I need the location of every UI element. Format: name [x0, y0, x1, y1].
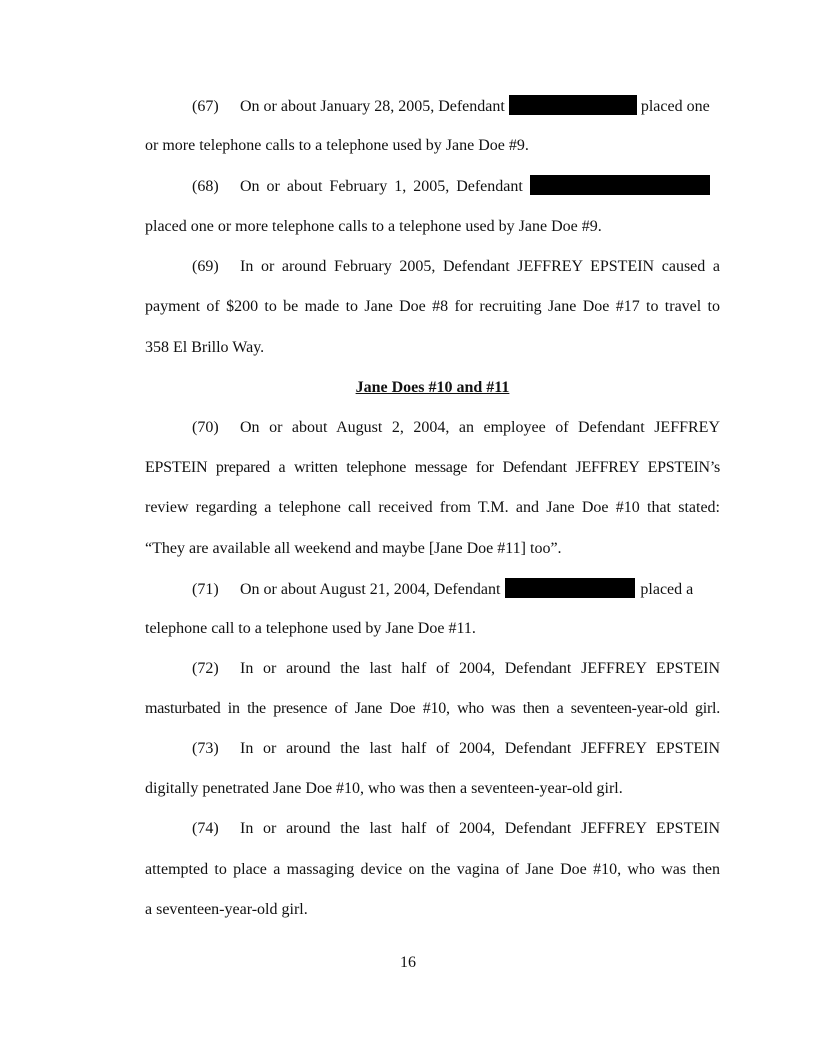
paragraph-number: (68) — [192, 178, 219, 195]
paragraph-text: In or around the last half of 2004, Defendant JEFFREY EPSTEIN — [240, 820, 720, 837]
paragraph-73-line-2: digitally penetrated Jane Doe #10, who was then a seventeen-year-old girl. — [145, 780, 623, 797]
paragraph-74-line-3: a seventeen-year-old girl. — [145, 901, 308, 918]
paragraph-74-line-2: attempted to place a massaging device on the vagina of Jane Doe #10, who was then — [145, 861, 720, 878]
paragraph-70-line-4: “They are available all weekend and maybe [Jane Doe #11] too”. — [145, 540, 562, 557]
redaction-bar — [505, 578, 635, 598]
paragraph-69-line-1 — [192, 256, 720, 278]
paragraph-67-line-2: or more telephone calls to a telephone used by Jane Doe #9. — [145, 137, 529, 154]
paragraph-text: In or around the last half of 2004, Defendant JEFFREY EPSTEIN — [240, 660, 720, 677]
paragraph-70-line-3: review regarding a telephone call received from T.M. and Jane Doe #10 that stated: — [145, 499, 720, 516]
redaction-bar — [509, 95, 637, 115]
paragraph-text: On or about August 2, 2004, an employee of Defendant JEFFREY — [240, 419, 720, 436]
redaction-bar — [530, 175, 710, 195]
paragraph-number: (67) — [192, 98, 219, 115]
paragraph-text: placed a — [640, 581, 694, 598]
paragraph-text: In or around the last half of 2004, Defendant JEFFREY EPSTEIN — [240, 740, 720, 757]
paragraph-69-line-2: payment of $200 to be made to Jane Doe #8 for recruiting Jane Doe #17 to travel to — [145, 298, 720, 315]
paragraph-text: In or around February 2005, Defendant JEFFREY EPSTEIN caused a — [240, 258, 720, 275]
paragraph-72-line-2: masturbated in the presence of Jane Doe #10, who was then a seventeen-year-old girl. — [145, 700, 720, 717]
paragraph-74-line-1 — [192, 818, 720, 840]
paragraph-69-line-3: 358 El Brillo Way. — [145, 339, 265, 356]
paragraph-number: (72) — [192, 660, 219, 677]
paragraph-number: (69) — [192, 258, 219, 275]
paragraph-72-line-1 — [192, 658, 720, 680]
paragraph-text: On or about February 1, 2005, Defendant — [240, 178, 523, 195]
paragraph-70-line-1 — [192, 417, 720, 439]
paragraph-number: (74) — [192, 820, 219, 837]
section-heading: Jane Does #10 and #11 — [355, 379, 510, 396]
paragraph-number: (71) — [192, 581, 219, 598]
paragraph-67-line-1 — [192, 95, 720, 117]
paragraph-70-line-2: EPSTEIN prepared a written telephone message for Defendant JEFFREY EPSTEIN’s — [145, 459, 720, 476]
paragraph-68-line-2: placed one or more telephone calls to a telephone used by Jane Doe #9. — [145, 218, 602, 235]
paragraph-73-line-1 — [192, 738, 720, 760]
page-number: 16 — [400, 954, 416, 971]
paragraph-71-line-1 — [192, 578, 720, 600]
paragraph-number: (73) — [192, 740, 219, 757]
paragraph-text: placed one — [640, 98, 710, 115]
paragraph-68-line-1 — [192, 175, 720, 197]
paragraph-text: On or about August 21, 2004, Defendant — [240, 581, 501, 598]
paragraph-number: (70) — [192, 419, 219, 436]
paragraph-text: On or about January 28, 2005, Defendant — [240, 98, 505, 115]
paragraph-71-line-2: telephone call to a telephone used by Jane Doe #11. — [145, 620, 476, 637]
